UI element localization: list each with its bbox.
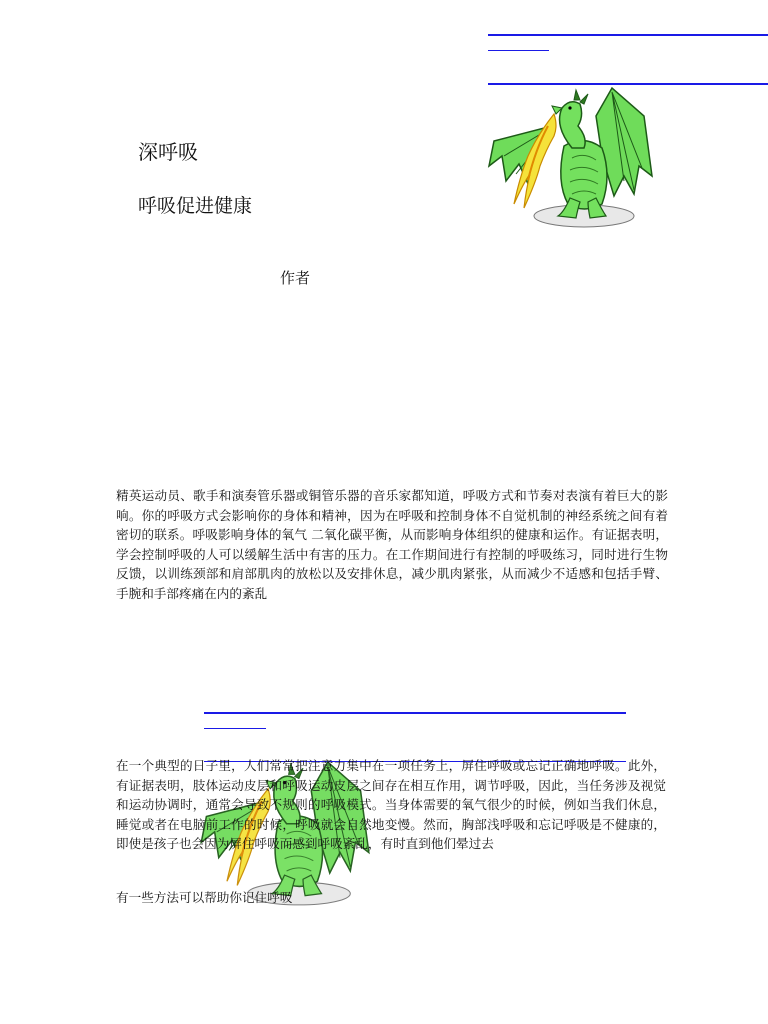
middle-rule [204,712,626,714]
top-rule-2 [488,83,768,85]
author-label: 作者 [280,269,311,287]
middle-rule-tail [204,728,266,729]
paragraph-1: 精英运动员、歌手和演奏管乐器或铜管乐器的音乐家都知道，呼吸方式和节奏对表演有着巨大的影响。你的呼吸方式会影响你的身体和精神，因为在呼吸和控制身体不自觉机制的神经系统之间有着密切的联系。呼吸影响身体的氧气 二氧化碳平衡，从而影响身体组织的健康和运作。有证据表明，学会控制呼吸的人可以缓解生活中有害的压力。在工作期间进行有控制的呼吸练习，同时进行生物反馈，以训练颈部和肩部肌肉的放松以及安排休息，减少肌肉紧张，从而减少不适感和包括手臂、手腕和手部疼痛在内的紊乱 [116,488,668,601]
document-title: 深呼吸 [138,140,198,164]
paragraph-2: 在一个典型的日子里，人们常常把注意力集中在一项任务上，屏住呼吸或忘记正确地呼吸。此外，有证据表明，肢体运动皮层和呼吸运动皮层之间存在相互作用，调节呼吸，因此，当任务涉及视觉和运动协调时，通常会导致不规则的呼吸模式。当身体需要的氧气很少的时候，例如当我们休息，睡觉或者在电脑前工作的时候，呼吸就会自然地变慢。然而，胸部浅呼吸和忘记呼吸是不健康的，即使是孩子也会因为屏住呼吸而感到呼吸紊乱，有时直到他们晕过去 [116,758,666,851]
dragon-illustration-icon [484,86,654,230]
top-rule-1 [488,34,768,36]
paragraph-3: 有一些方法可以帮助你记住呼吸 [116,890,293,905]
top-rule-1-tail [488,50,549,51]
document-subtitle: 呼吸促进健康 [138,195,253,217]
